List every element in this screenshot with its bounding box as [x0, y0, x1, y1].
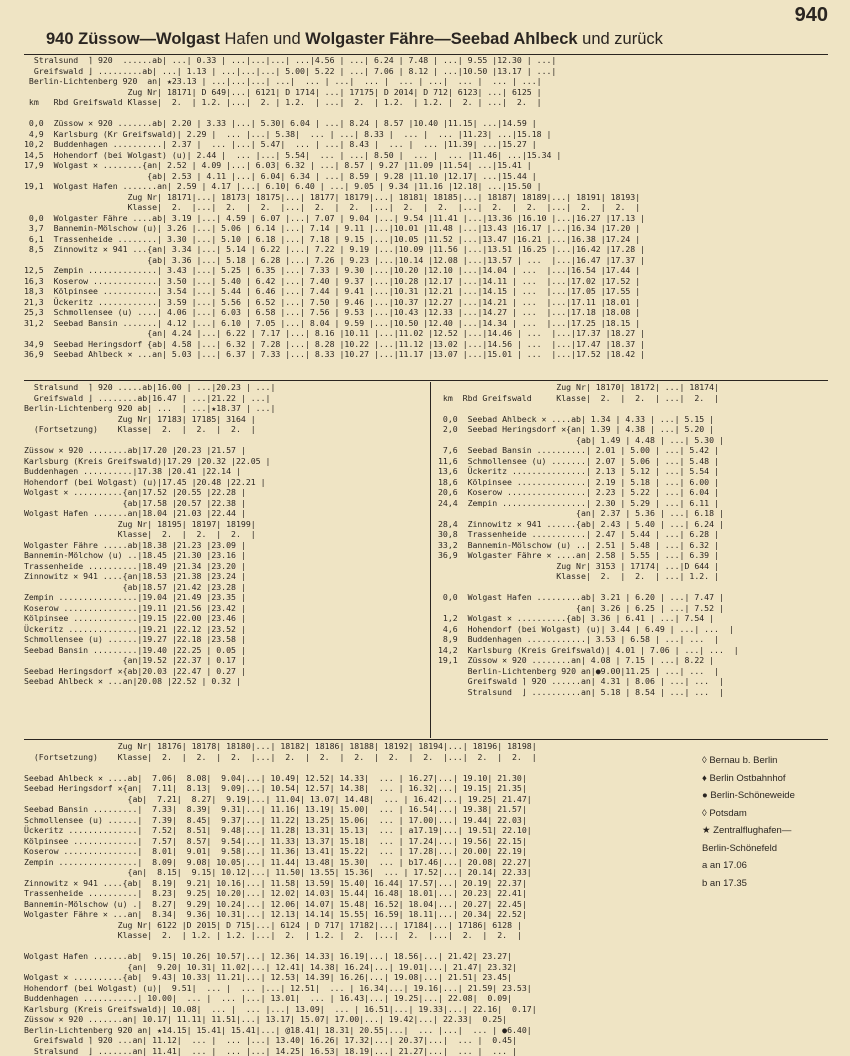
rule-top [24, 54, 828, 55]
title-route-d: und zurück [577, 30, 663, 48]
legend-item: Berlin-Schönefeld [702, 842, 777, 854]
legend-item: ♦ Berlin Ostbahnhof [702, 772, 786, 784]
timetable-bottom: Zug Nr| 18176| 18178| 18180|...| 18182| 18186| 18188| 18192| 18194|...| 18196| 18198| (Fortsetzung) Klasse| 2. | 2. | 2. |...| 2. | 2. | 2. | 2. | 2. |...| 2. | 2. | Seebad Ahlbeck ✕ ....ab| 7.06| 8.08| 9.04|...| 10.49| 12.52| 14.33| ... | 16.27|...| 19.10| 21.30| Seebad Heringsdorf ✕{an| 7.11| 8.13| 9.09|...| 10.54| 12.57| 14.38| ... | 16.32|...| 19.15| 21.35| {ab| 7.21| 8.27| 9.19|...| 11.04| 13.07| 14.48| ... | 16.42|...| 19.25| 21.47| Seebad Bansin .........| 7.33| 8.39| 9.31|...| 11.16| 13.19| 15.00| ... | 16.54|...| 19.38| 21.57| Schmollensee (u) ......| 7.39| 8.45| 9.37|...| 11.22| 13.25| 15.06| ... | 17.00|...| 19.44| 22.03| Ückeritz ..............| 7.52| 8.51| 9.48|...| 11.28| 13.31| 15.13| ... | a17.19|...| 19.51| 22.10| Kölpinsee .............| 7.57| 8.57| 9.54|...| 11.33| 13.37| 15.18| ... | 17.24|...| 19.56| 22.15| Koserow ...............| 8.01| 9.01| 9.58|...| 11.36| 13.41| 15.22| ... | 17.28|...| 20.00| 22.19| Zempin ................| 8.09| 9.08| 10.05|...| 11.44| 13.48| 15.30| ... | b17.46|...| 20.08| 22.27| {an| 8.15| 9.15| 10.12|...| 11.50| 13.55| 15.36| ... | 17.52|...| 20.14| 22.33| Zinnowitz ✕ 941 ....{ab| 8.19| 9.21| 10.16|...| 11.58| 13.59| 15.40| 16.44| 17.57|...| 20.19| 22.37| Trassenheide ..........| 8.23| 9.25| 10.20|...| 12.02| 14.03| 15.44| 16.48| 18.01|...| 20.23| 22.41| Bannemin-Mölschow (u) .| 8.27| 9.29| 10.24|...| 12.06| 14.07| 15.48| 16.52| 18.04|...| 20.27| 22.45| Wolgaster Fähre ✕ ...an| 8.34| 9.36| 10.31|...| 12.13| 14.14| 15.55| 16.59| 18.11|...| 20.34| 22.52| Zug Nr| 6122 |D 2015| D 715|...| 6124 | D 717| 17182|...| 17184|...| 17186| 6128 | Klasse| 2. | 1.2. | 1.2. |...| 2. | 1.2. | 2. |...| 2. |...| 2. | 2. | Wolgast Hafen .......ab| 9.15| 10.26| 10.57|...| 12.36| 14.33| 16.19|...| 18.56|...| 21.42| 23.27| {an| 9.20| 10.31| 11.02|...| 12.41| 14.38| 16.24|...| 19.01|...| 21.47| 23.32| Wolgast ✕ ..........{ab| 9.43| 10.33| 11.21|...| 12.53| 14.39| 16.26|...| 19.08|...| 21.51| 23.45| Hohendorf (bei Wolgast) (u)| 9.51| ... | ... |...| 12.51| ... | 16.34|...| 19.16|...| 21.59| 23.53| Buddenhagen ...........| 10.00| ... | ... |...| 13.01| ... | 16.43|...| 19.25|...| 22.08| 0.09| Karlsburg (Kreis Greifswald)| 10.08| ... | ... |...| 13.09| ... | 16.51|...| 19.33|...| 22.16| 0.17| Züssow ✕ 920 .......an| 10.17| 11.11| 11.51|...| 13.17| 15.07| 17.00|...| 19.42|...| 22.33| 0.25| Berlin-Lichtenberg 920 an| ★14.15| 15.41| 15.41|...| @18.41| 18.31| 20.55|...| ... |...| ... | ●6.40| Greifswald ⌉ 920 ...an| 11.12| ... | ... |...| 13.40| 16.26| 17.32|...| 20.37|...| ... | 0.45| Stralsund ⌋ .......an| 11.41| ... | ... |...| 14.25| 16.53| 18.19|...| 21.27|...| ... | ... | [24, 741, 537, 1056]
page-title [46, 30, 663, 49]
title-route-c: Wolgaster Fähre—Seebad Ahlbeck [305, 30, 578, 48]
title-number: 940 [46, 30, 74, 48]
legend-item: ● Berlin-Schöneweide [702, 790, 795, 801]
legend-item: b an 17.35 [702, 877, 747, 889]
legend-item: ◊ Potsdam [702, 807, 747, 819]
page-number: 940 [794, 4, 828, 26]
legend-item: a an 17.06 [702, 860, 747, 871]
timetable-top: Stralsund ⌉ 920 ......ab| ...| 0.33 | ...|...|...| ...|4.56 | ...| 6.24 | 7.48 | ...| 9.55 |12.30 | ...| Greifswald ⌋ .........ab| ...| 1.13 | ...|...|...| 5.00| 5.22 | ...| 7.06 | 8.12 | ...|10.50 |13.17 | ...| Berlin-Lichtenberg 920 an| ★23.13 | ...|...|...| ...| ... | ...| ... | ... | ...| ... | ... | ...| Zug Nr| 18171| D 649|...| 6121| D 1714| ...| 17175| D 2014| D 712| 6123| ...| 6125 | km Rbd Greifswald Klasse| 2. | 1.2. |...| 2. | 1.2. | ...| 2. | 1.2. | 1.2. | 2. | ...| 2. | 0,0 Züssow ✕ 920 .......ab| 2.20 | 3.33 |...| 5.30| 6.04 | ...| 8.24 | 8.57 |10.40 |11.15| ...|14.59 | 4,9 Karlsburg (Kr Greifswald)| 2.29 | ... |...| 5.38| ... | ...| 8.33 | ... | ... |11.23| ...|15.18 | 10,2 Buddenhagen ..........| 2.37 | ... |...| 5.47| ... | ...| 8.43 | ... | ... |11.39| ...|15.27 | 14,5 Hohendorf (bei Wolgast) (u)| 2.44 | ... |...| 5.54| ... | ...| 8.50 | ... | ... |11.46| ...|15.34 | 17,9 Wolgast ✕ ........{an| 2.52 | 4.09 |...| 6.03| 6.32 | ...| 8.57 | 9.27 |11.09 |11.54| ...|15.41 | {ab| 2.53 | 4.11 |...| 6.04| 6.34 | ...| 8.59 | 9.28 |11.10 |12.17| ...|15.44 | 19,1 Wolgast Hafen .......an| 2.59 | 4.17 |...| 6.10| 6.40 | ...| 9.05 | 9.34 |11.16 |12.18| ...|15.50 | Zug Nr| 18171|...| 18173| 18175|...| 18177| 18179|...| 18181| 18185|...| 18187| 18189|...| 18191| 18193| Klasse| 2. |...| 2. | 2. |...| 2. | 2. |...| 2. | 2. |...| 2. | 2. |...| 2. | 2. | 0,0 Wolgaster Fähre ....ab| 3.19 |...| 4.59 | 6.07 |...| 7.07 | 9.04 |...| 9.54 |11.41 |...|13.36 |16.10 |...|16.27 |17.13 | 3,7 Bannemin-Mölschow (u)| 3.26 |...| 5.06 | 6.14 |...| 7.14 | 9.11 |...|10.01 |11.48 |...|13.43 |16.17 |...|16.34 |17.20 | 6,1 Trassenheide ........| 3.30 |...| 5.10 | 6.18 |...| 7.18 | 9.15 |...|10.05 |11.52 |...|13.47 |16.21 |...|16.38 |17.24 | 8,5 Zinnowitz ✕ 941 ...{an| 3.34 |...| 5.14 | 6.22 |...| 7.22 | 9.19 |...|10.09 |11.56 |...|13.51 |16.25 |...|16.42 |17.28 | {ab| 3.36 |...| 5.18 | 6.28 |...| 7.26 | 9.23 |...|10.14 |12.08 |...|13.57 | ... |...|16.47 |17.37 | 12,5 Zempin ..............| 3.43 |...| 5.25 | 6.35 |...| 7.33 | 9.30 |...|10.20 |12.10 |...|14.04 | ... |...|16.54 |17.44 | 16,3 Koserow .............| 3.50 |...| 5.40 | 6.42 |...| 7.40 | 9.37 |...|10.28 |12.17 |...|14.11 | ... |...|17.02 |17.52 | 18,3 Kölpinsee ...........| 3.54 |...| 5.44 | 6.46 |...| 7.44 | 9.41 |...|10.31 |12.21 |...|14.15 | ... |...|17.05 |17.55 | 21,3 Ückeritz ............| 3.59 |...| 5.56 | 6.52 |...| 7.50 | 9.46 |...|10.37 |12.27 |...|14.21 | ... |...|17.11 |18.01 | 25,3 Schmollensee (u) ....| 4.06 |...| 6.03 | 6.58 |...| 7.56 | 9.53 |...|10.43 |12.33 |...|14.27 | ... |...|17.18 |18.08 | 31,2 Seebad Bansin .......| 4.12 |...| 6.10 | 7.05 |...| 8.04 | 9.59 |...|10.50 |12.40 |...|14.34 | ... |...|17.25 |18.15 | {an| 4.24 |...| 6.22 | 7.17 |...| 8.16 |10.11 |...|11.02 |12.52 |...|14.46 | ... |...|17.37 |18.27 | 34,9 Seebad Heringsdorf {ab| 4.58 |...| 6.32 | 7.28 |...| 8.28 |10.22 |...|11.12 |13.02 |...|14.56 | ... |...|17.47 |18.37 | 36,9 Seebad Ahlbeck ✕ ...an| 5.03 |...| 6.37 | 7.33 |...| 8.33 |10.27 |...|11.17 |13.07 |...|15.01 | ... |...|17.52 |18.42 | [24, 55, 646, 359]
timetable-bottom-left: Stralsund ⌉ 920 .....ab|16.00 | ...|20.23 | ...| Greifswald ⌋ ........ab|16.47 | ...|21.22 | ...| Berlin-Lichtenberg 920 ab| ... | ...|★18.37 | ...| Zug Nr| 17183| 17185| 3164 | (Fortsetzung) Klasse| 2. | 2. | 2. | Züssow ✕ 920 ........ab|17.20 |20.23 |21.57 | Karlsburg (Kreis Greifswald)|17.29 |20.32 |22.05 | Buddenhagen ..........|17.38 |20.41 |22.14 | Hohendorf (bei Wolgast) (u)|17.45 |20.48 |22.21 | Wolgast ✕ ..........{an|17.52 |20.55 |22.28 | {ab|17.58 |20.57 |22.38 | Wolgast Hafen .......an|18.04 |21.03 |22.44 | Zug Nr| 18195| 18197| 18199| Klasse| 2. | 2. | 2. | Wolgaster Fähre .....ab|18.38 |21.23 |23.09 | Bannemin-Mölchow (u) ..|18.45 |21.30 |23.16 | Trassenheide ..........|18.49 |21.34 |23.20 | Zinnowitz ✕ 941 ....{an|18.53 |21.38 |23.24 | {ab|18.57 |21.42 |23.28 | Zempin ................|19.04 |21.49 |23.35 | Koserow ...............|19.11 |21.56 |23.42 | Kölpinsee .............|19.15 |22.00 |23.46 | Ückeritz ..............|19.21 |22.12 |23.52 | Schmollensee (u) ......|19.27 |22.18 |23.58 | Seebad Bansin .........|19.40 |22.25 | 0.05 | {an|19.52 |22.37 | 0.17 | Seebad Heringsdorf ✕{ab|20.03 |22.47 | 0.27 | Seebad Ahlbeck ✕ ...an|20.08 |22.52 | 0.32 | [24, 382, 276, 686]
divider-vertical [430, 382, 431, 738]
legend-item: ★ Zentralflughafen— [702, 825, 792, 836]
title-route-b: Hafen und [219, 30, 306, 48]
title-route-a: Züssow—Wolgast [78, 30, 220, 48]
rule-lower [24, 739, 828, 740]
rule-mid [24, 380, 828, 381]
legend [702, 752, 795, 892]
timetable-bottom-right: Zug Nr| 18170| 18172| ...| 18174| km Rbd Greifswald Klasse| 2. | 2. | ...| 2. | 0,0 Seebad Ahlbeck ✕ ....ab| 1.34 | 4.33 | ...| 5.15 | 2,0 Seebad Heringsdorf ✕{an| 1.39 | 4.38 | ...| 5.20 | {ab| 1.49 | 4.48 | ...| 5.30 | 7,6 Seebad Bansin ..........| 2.01 | 5.00 | ...| 5.42 | 11,6 Schmollensee (u) .......| 2.07 | 5.06 | ...| 5.48 | 13,6 Ückeritz ...............| 2.13 | 5.12 | ...| 5.54 | 18,6 Kölpinsee ..............| 2.19 | 5.18 | ...| 6.00 | 20,6 Koserow ................| 2.23 | 5.22 | ...| 6.04 | 24,4 Zempin .................| 2.30 | 5.29 | ...| 6.11 | {an| 2.37 | 5.36 | ...| 6.18 | 28,4 Zinnowitz ✕ 941 ......{ab| 2.43 | 5.40 | ...| 6.24 | 30,8 Trassenheide ...........| 2.47 | 5.44 | ...| 6.28 | 33,2 Bannemin-Mölschow (u) ..| 2.51 | 5.48 | ...| 6.32 | 36,9 Wolgaster Fähre ✕ ....an| 2.58 | 5.55 | ...| 6.39 | Zug Nr| 3153 | 17174| ...|D 644 | Klasse| 2. | 2. | ...| 1.2. | 0,0 Wolgast Hafen .........ab| 3.21 | 6.20 | ...| 7.47 | {an| 3.26 | 6.25 | ...| 7.52 | 1,2 Wolgast ✕ ..........{ab| 3.36 | 6.41 | ...| 7.54 | 4,6 Hohendorf (bei Wolgast) (u)| 3.44 | 6.49 | ...| ... | 8,9 Buddenhagen ............| 3.53 | 6.58 | ...| ... | 14,2 Karlsburg (Kreis Greifswald)| 4.01 | 7.06 | ...| ... | 19,1 Züssow ✕ 920 ........an| 4.08 | 7.15 | ...| 8.22 | Berlin-Lichtenberg 920 an|●9.00|11.25 | ...| ... | Greifswald ⌉ 920 ......an| 4.31 | 8.06 | ...| ... | Stralsund ⌋ ..........an| 5.18 | 8.54 | ...| ... | [438, 382, 739, 697]
legend-item: ◊ Bernau b. Berlin [702, 755, 778, 766]
